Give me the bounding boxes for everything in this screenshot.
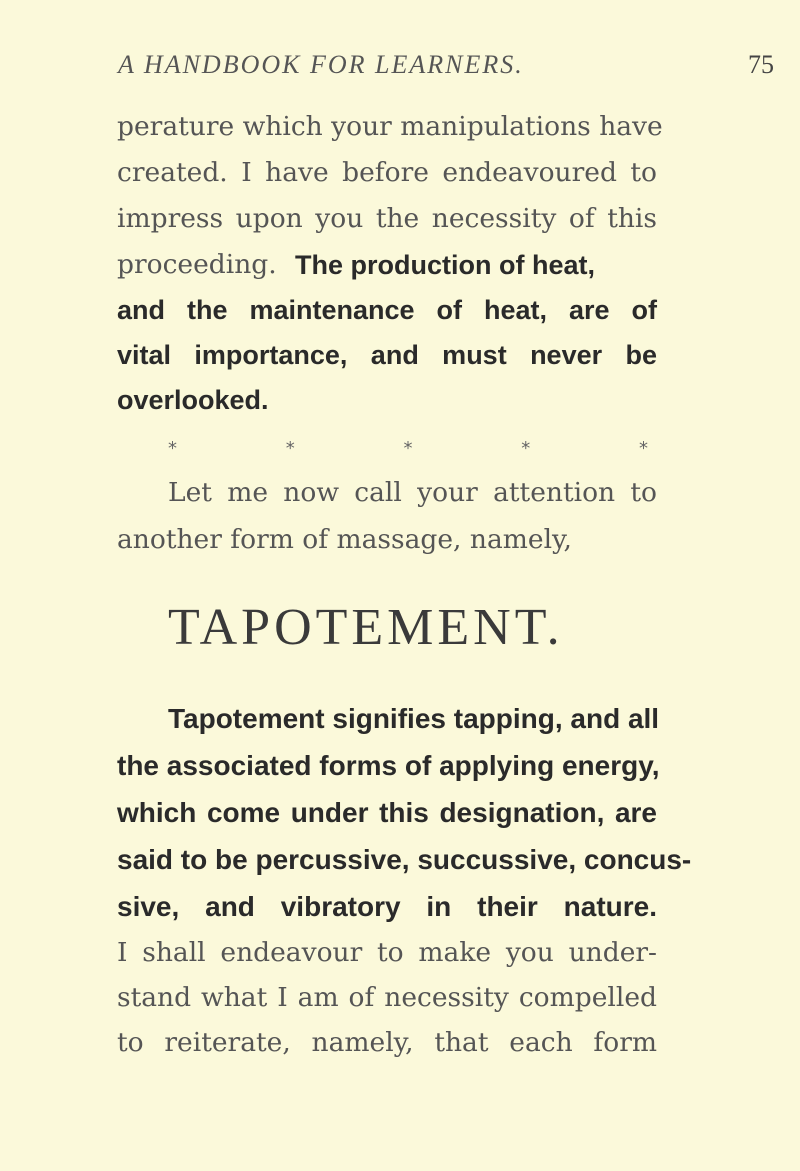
paragraph-3-line-2: the associated forms of applying energy, (117, 750, 660, 781)
paragraph-3-line-1: Tapotement signifies tapping, and all (168, 703, 660, 734)
star-1: * (168, 438, 177, 459)
star-3: * (403, 438, 413, 459)
running-title: A HANDBOOK FOR LEARNERS. (118, 50, 524, 79)
section-heading: TAPOTEMENT. (168, 599, 564, 656)
paragraph-1-line-7: overlooked. (117, 385, 269, 415)
paragraph-3-line-6: I shall endeavour to make you under- (117, 937, 657, 968)
paragraph-1-line-4a: proceeding. (117, 249, 277, 280)
paragraph-1-line-1: perature which your manipulations have (117, 111, 663, 142)
running-head (118, 50, 774, 90)
paragraph-3-line-8: to reiterate, namely, that each form (117, 1027, 657, 1058)
paragraph-3-line-4: said to be percussive, succussive, concus- (117, 844, 692, 875)
star-5: * (639, 438, 648, 459)
star-2: * (285, 438, 295, 459)
paragraph-3-line-7: stand what I am of necessity compelled (117, 982, 657, 1013)
star-4: * (521, 438, 531, 459)
paragraph-3-line-5: sive, and vibratory in their nature. (117, 891, 657, 922)
section-separator (168, 438, 648, 459)
paragraph-2-line-1: Let me now call your attention to (168, 477, 657, 508)
paragraph-1-line-5: and the maintenance of heat, are of (117, 295, 657, 325)
paragraph-1-line-2: created. I have before endeavoured to (117, 157, 657, 188)
paragraph-1-line-6: vital importance, and must never be (117, 340, 657, 370)
paragraph-1-line-3: impress upon you the necessity of this (117, 203, 657, 234)
paragraph-3-line-3: which come under this designation, are (117, 797, 657, 828)
page-number: 75 (748, 50, 774, 79)
paragraph-2-line-2: another form of massage, namely, (117, 524, 572, 555)
paragraph-1-line-4b: The production of heat, (295, 250, 595, 280)
